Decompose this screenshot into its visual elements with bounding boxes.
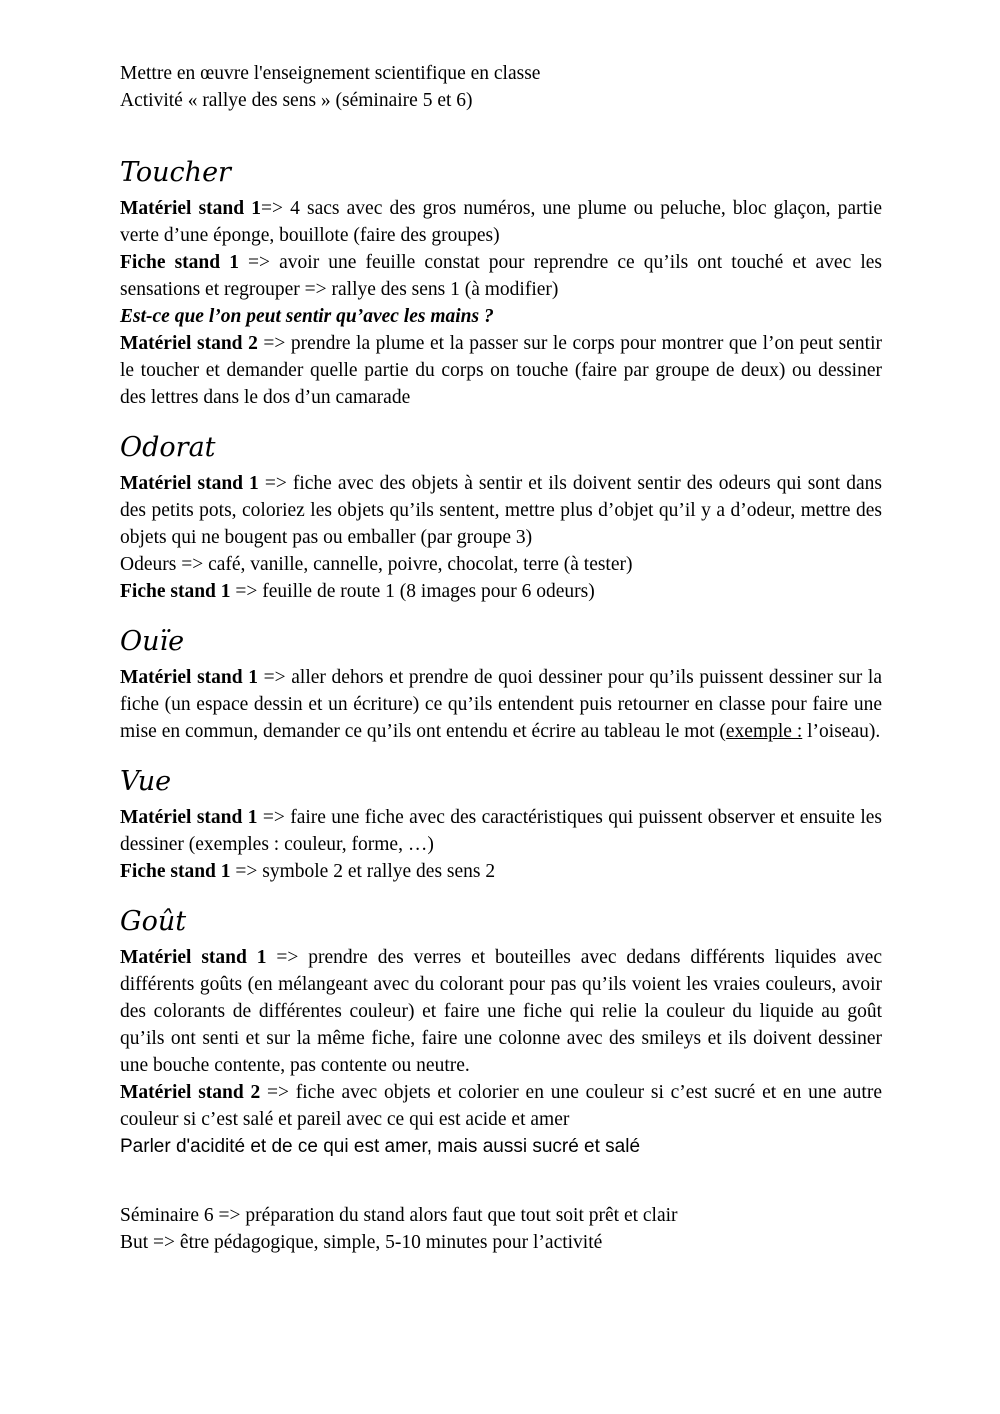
paragraph-odorat-odeurs	[120, 551, 882, 578]
document-content	[120, 60, 882, 1256]
paragraph-gout-materiel-1	[120, 944, 882, 1079]
bold-lead: Matériel stand 1	[120, 947, 267, 968]
footer-text-1: Séminaire 6 => préparation du stand alors faut que tout soit prêt et clair	[120, 1205, 678, 1226]
section-heading-toucher: Toucher	[120, 157, 231, 188]
section-heading-vue: Vue	[120, 766, 172, 797]
bold-lead: Fiche stand 1	[120, 861, 231, 882]
paragraph-text: Parler d'acidité et de ce qui est amer, mais aussi sucré et salé	[120, 1136, 641, 1157]
paragraph-gout-note-sans	[120, 1133, 882, 1160]
bold-lead: Matériel stand 1	[120, 807, 258, 828]
paragraph-text: => prendre la plume et la passer sur le corps pour montrer que l’on peut sentir le toucher et demander quelle partie du corps on touche (faire par groupe de deux) ou dessiner des lettres dans le dos d’un camarade	[120, 333, 882, 408]
bold-lead: Fiche stand 1	[120, 581, 231, 602]
paragraph-text: => symbole 2 et rallye des sens 2	[230, 861, 496, 882]
paragraph-gout-materiel-2	[120, 1079, 882, 1133]
doc-title-line-1	[120, 60, 882, 87]
paragraph-ouie-materiel-1	[120, 664, 882, 745]
paragraph-text: => faire une fiche avec des caractéristiques qui puissent observer et ensuite les dessiner (exemples : couleur, forme, …)	[120, 807, 882, 855]
paragraph-toucher-question	[120, 303, 882, 330]
paragraph-text: => aller dehors et prendre de quoi dessiner pour qu’ils puissent dessiner sur la fiche (un espace dessin et un écriture) ce qu’ils entendent puis retourner en classe pour faire une mise en commun, demander ce qu’ils ont entendu et écrire au tableau le mot (	[120, 667, 882, 742]
bold-lead: Matériel stand 2	[120, 333, 258, 354]
footer-line-but	[120, 1229, 882, 1256]
paragraph-text: => fiche avec des objets à sentir et ils doivent sentir des odeurs qui sont dans des petits pots, coloriez les objets qu’ils sentent, mettre plus d’objet qu’il y a d’odeur, mettre des objets qui ne bougent pas ou emballer (par groupe 3)	[120, 473, 882, 548]
section-heading-ouie: Ouïe	[120, 626, 185, 657]
footer-block	[120, 1202, 882, 1256]
paragraph-text: => avoir une feuille constat pour reprendre ce qu’ils ont touché et avec les sensations et regrouper => rallye des sens 1 (à modifier)	[120, 252, 882, 300]
paragraph-text: => 4 sacs avec des gros numéros, une plume ou peluche, bloc glaçon, partie verte d’une éponge, bouillote (faire des groupes)	[120, 198, 882, 246]
doc-title-text-2: Activité « rallye des sens » (séminaire 5 et 6)	[120, 90, 473, 111]
paragraph-odorat-materiel-1	[120, 470, 882, 551]
paragraph-text: => fiche avec objets et colorier en une couleur si c’est sucré et en une autre couleur si c’est salé et pareil avec ce qui est acide et amer	[120, 1082, 882, 1130]
paragraph-toucher-fiche-1	[120, 249, 882, 303]
doc-title-text-1: Mettre en œuvre l'enseignement scientifique en classe	[120, 63, 541, 84]
paragraph-text: => prendre des verres et bouteilles avec dedans différents liquides avec différents goûts (en mélangeant avec du colorant pour pas qu’ils voient les vraies couleurs, avoir des colorants de différentes couleur) et faire une fiche qui relie la couleur du liquide au goût qu’ils ont senti et sur la même fiche, faire une colonne avec des smileys et ils doivent dessiner une bouche contente, pas contente ou neutre.	[120, 947, 882, 1076]
paragraph-vue-materiel-1	[120, 804, 882, 858]
section-heading-gout: Goût	[120, 906, 187, 937]
paragraph-odorat-fiche-1	[120, 578, 882, 605]
footer-text-2: But => être pédagogique, simple, 5-10 minutes pour l’activité	[120, 1232, 603, 1253]
bold-lead: Matériel stand 2	[120, 1082, 261, 1103]
underlined-text: exemple :	[725, 721, 803, 742]
paragraph-vue-fiche-1	[120, 858, 882, 885]
footer-line-seminaire	[120, 1202, 882, 1229]
bold-lead: Matériel stand 1	[120, 667, 258, 688]
section-heading-odorat: Odorat	[120, 432, 216, 463]
bold-lead: Matériel stand 1	[120, 473, 259, 494]
paragraph-text: l’oiseau).	[802, 721, 881, 742]
bold-italic-question: Est-ce que l’on peut sentir qu’avec les mains ?	[120, 306, 494, 327]
paragraph-text: Odeurs => café, vanille, cannelle, poivre, chocolat, terre (à tester)	[120, 554, 633, 575]
doc-title-line-2	[120, 87, 882, 114]
bold-lead: Matériel stand 1	[120, 198, 261, 219]
paragraph-text: => feuille de route 1 (8 images pour 6 odeurs)	[230, 581, 595, 602]
paragraph-toucher-materiel-1	[120, 195, 882, 249]
bold-lead: Fiche stand 1	[120, 252, 239, 273]
paragraph-toucher-materiel-2	[120, 330, 882, 411]
